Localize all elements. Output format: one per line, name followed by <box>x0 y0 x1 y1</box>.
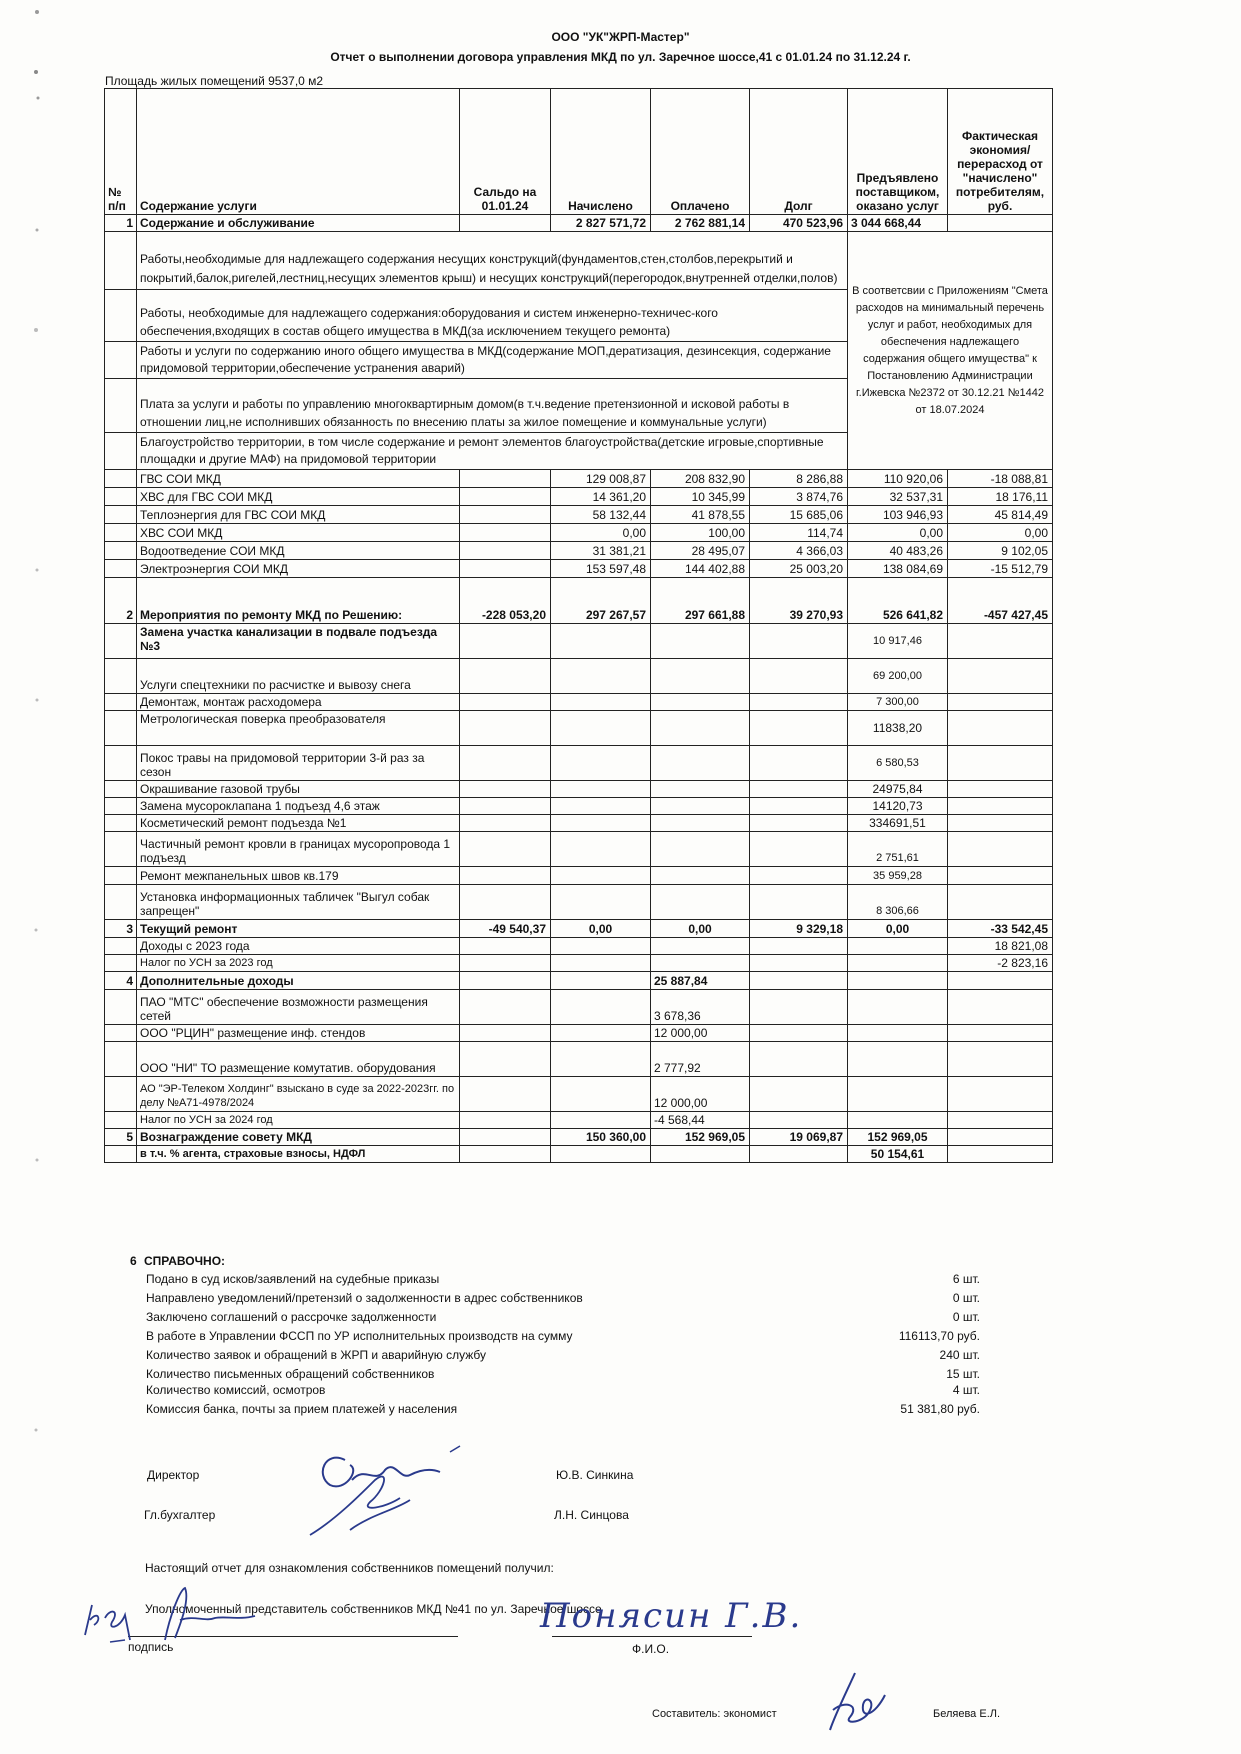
economy-value: -457 427,45 <box>948 578 1053 624</box>
income-item <box>105 1025 1053 1042</box>
income-name: ООО "РЦИН" размещение инф. стендов <box>137 1025 460 1042</box>
utility-presented: 110 920,06 <box>848 470 948 488</box>
utility-name: Водоотведение СОИ МКД <box>137 542 460 560</box>
reference-label: Количество комиссий, осмотров <box>146 1383 326 1397</box>
income-item <box>105 1077 1053 1112</box>
reference-label: Комиссия банка, почты за прием платежей у населения <box>146 1402 458 1416</box>
utility-charged: 14 361,20 <box>551 488 651 506</box>
compiler-name: Беляева Е.Л. <box>933 1708 1001 1720</box>
utility-economy: 18 176,11 <box>948 488 1053 506</box>
paid-value: 0,00 <box>651 920 750 938</box>
tax-label: Налог по УСН за 2023 год <box>137 955 460 972</box>
utility-presented: 0,00 <box>848 524 948 542</box>
utility-paid: 208 832,90 <box>651 470 750 488</box>
utility-paid: 10 345,99 <box>651 488 750 506</box>
section-num: 1 <box>105 215 137 232</box>
utility-debt: 4 366,03 <box>750 542 848 560</box>
income-paid: 3 678,36 <box>651 990 750 1025</box>
repair-item <box>105 659 1053 694</box>
fio-caption: Ф.И.О. <box>632 1642 670 1656</box>
utility-row <box>105 524 1053 542</box>
reference-value: 116113,70 руб. <box>898 1329 980 1343</box>
repair-value: 6 580,53 <box>848 746 948 781</box>
economy-value: -33 542,45 <box>948 920 1053 938</box>
reference-label: Подано в суд исков/заявлений на судебные приказы <box>146 1272 440 1286</box>
utility-row <box>105 488 1053 506</box>
received-text: Настоящий отчет для ознакомления собственников помещений получил: <box>145 1561 554 1575</box>
reference-row <box>100 1291 980 1310</box>
income-name: ООО "НИ" ТО размещение комутатив. оборудования <box>137 1042 460 1077</box>
section-title: Вознаграждение совету МКД <box>137 1129 460 1146</box>
agent-fee-value: 50 154,61 <box>848 1146 948 1163</box>
reference-num: 6 <box>130 1254 137 1268</box>
repair-item <box>105 832 1053 867</box>
utility-charged: 31 381,21 <box>551 542 651 560</box>
paid-value: 2 762 881,14 <box>651 215 750 232</box>
reference-value: 4 шт. <box>952 1383 980 1397</box>
reference-value: 240 шт. <box>939 1348 980 1362</box>
repair-item <box>105 624 1053 659</box>
tax-value: -2 823,16 <box>948 955 1053 972</box>
utility-economy: 45 814,49 <box>948 506 1053 524</box>
income-paid: 2 777,92 <box>651 1042 750 1077</box>
repair-name: Частичный ремонт кровли в границах мусоропровода 1 подъезд <box>137 832 460 867</box>
reference-title: СПРАВОЧНО: <box>144 1254 226 1268</box>
reference-label: В работе в Управлении ФССП по УР исполнительных производств на сумму <box>146 1329 573 1343</box>
repair-value: 11838,20 <box>848 711 948 746</box>
saldo-value: -49 540,37 <box>460 920 551 938</box>
income-paid: 12 000,00 <box>651 1077 750 1112</box>
org-name: ООО "УК"ЖРП-Мастер" <box>551 30 690 44</box>
section-num: 4 <box>105 972 137 990</box>
reference-value: 15 шт. <box>946 1367 980 1381</box>
paid-value: 297 661,88 <box>651 578 750 624</box>
utility-row <box>105 542 1053 560</box>
utility-paid: 28 495,07 <box>651 542 750 560</box>
reference-row <box>100 1329 980 1348</box>
repair-value: 10 917,46 <box>848 624 948 659</box>
repair-name: Замена участка канализации в подвале подъезда №3 <box>137 624 460 659</box>
agent-fee-label: в т.ч. % агента, страховые взносы, НДФЛ <box>137 1146 460 1163</box>
repair-name: Установка информационных табличек "Выгул собак запрещен" <box>137 885 460 920</box>
utility-presented: 32 537,31 <box>848 488 948 506</box>
representative-signature <box>80 1580 300 1660</box>
utility-row <box>105 470 1053 488</box>
utility-charged: 153 597,48 <box>551 560 651 578</box>
reference-value: 0 шт. <box>952 1310 980 1324</box>
reference-row <box>100 1402 980 1421</box>
income-paid: 12 000,00 <box>651 1025 750 1042</box>
utility-debt: 8 286,88 <box>750 470 848 488</box>
utility-economy: -18 088,81 <box>948 470 1053 488</box>
work-item: Работы, необходимые для надлежащего содержания:оборудования и систем инженерно-техничес-кого обеспечения,входящих в состав общего имущества в МКД(за исключением текущего ремонта) <box>137 290 848 342</box>
income-name: АО "ЭР-Телеком Холдинг" взыскано в суде за 2022-2023гг. по делу №А71-4978/2024 <box>137 1077 460 1112</box>
utility-presented: 138 084,69 <box>848 560 948 578</box>
presented-value: 0,00 <box>848 920 948 938</box>
repair-item <box>105 867 1053 885</box>
director-label: Директор <box>147 1468 200 1482</box>
col-saldo: Сальдо на 01.01.24 <box>460 89 551 215</box>
section-title: Мероприятия по ремонту МКД по Решению: <box>137 578 460 624</box>
utility-name: Электроэнергия СОИ МКД <box>137 560 460 578</box>
section-title: Текущий ремонт <box>137 920 460 938</box>
utility-economy: 9 102,05 <box>948 542 1053 560</box>
fio-line <box>552 1636 752 1637</box>
col-debt: Долг <box>750 89 848 215</box>
utility-name: ХВС СОИ МКД <box>137 524 460 542</box>
col-charged: Начислено <box>551 89 651 215</box>
income-name: Налог по УСН за 2024 год <box>137 1112 460 1129</box>
repair-item <box>105 815 1053 832</box>
repair-value: 35 959,28 <box>848 867 948 885</box>
reference-label: Количество письменных обращений собственников <box>146 1367 435 1381</box>
utility-charged: 0,00 <box>551 524 651 542</box>
reference-label: Количество заявок и обращений в ЖРП и аварийную службу <box>146 1348 486 1362</box>
charged-value: 150 360,00 <box>551 1129 651 1146</box>
presented-value: 152 969,05 <box>848 1129 948 1146</box>
debt-value: 9 329,18 <box>750 920 848 938</box>
repair-item <box>105 746 1053 781</box>
section-5-row <box>105 1129 1053 1146</box>
section-title: Содержание и обслуживание <box>137 215 460 232</box>
paid-value: 152 969,05 <box>651 1129 750 1146</box>
income-item <box>105 1042 1053 1077</box>
report-table <box>104 88 1053 1163</box>
compiler-signature <box>815 1665 895 1740</box>
reference-row <box>100 1272 980 1291</box>
repair-value: 7 300,00 <box>848 694 948 711</box>
repair-name: Косметический ремонт подъезда №1 <box>137 815 460 832</box>
saldo-value: -228 053,20 <box>460 578 551 624</box>
work-item: Плата за услуги и работы по управлению многоквартирным домом(в т.ч.ведение претензионной и исковой работы в отношении лиц,не исполнивших обязанность по внесению платы за жилое помещение и коммунальные услуги) <box>137 379 848 433</box>
repair-name: Ремонт межпанельных швов кв.179 <box>137 867 460 885</box>
reference-row <box>100 1310 980 1329</box>
col-content: Содержание услуги <box>137 89 460 215</box>
income-value: 18 821,08 <box>948 938 1053 955</box>
utility-name: Теплоэнергия для ГВС СОИ МКД <box>137 506 460 524</box>
representative-text: Уполномоченный представитель собственников МКД №41 по ул. Заречное шоссе <box>145 1602 602 1616</box>
utility-paid: 144 402,88 <box>651 560 750 578</box>
utility-presented: 103 946,93 <box>848 506 948 524</box>
debt-value: 470 523,96 <box>750 215 848 232</box>
utility-debt: 114,74 <box>750 524 848 542</box>
repair-item <box>105 885 1053 920</box>
utility-presented: 40 483,26 <box>848 542 948 560</box>
regulation-note: В соответсвии с Приложениям "Смета расходов на минимальный перечень услуг и работ, необходимых для обеспечения надлежащего содержания общего имущества" к Постановлению Администрации г.Ижевска №2372 от 30.12.21 №1442 от 18.07.2024 <box>848 232 1053 470</box>
reference-label: Заключено соглашений о рассрочке задолженности <box>146 1310 437 1324</box>
utility-debt: 25 003,20 <box>750 560 848 578</box>
work-item: Работы,необходимые для надлежащего содержания несущих конструкций(фундаментов,стен,столбов,перекрытий и покрытий,балок,ригелей,лестниц,несущих элементов крыш) и несущих конструкций(перегородок,внутренней отделки,полов) <box>137 232 848 290</box>
section-title: Дополнительные доходы <box>137 972 460 990</box>
repair-name: Окрашивание газовой трубы <box>137 781 460 798</box>
utility-name: ХВС для ГВС СОИ МКД <box>137 488 460 506</box>
repair-value: 69 200,00 <box>848 659 948 694</box>
repair-item <box>105 798 1053 815</box>
col-economy: Фактическая экономия/перерасход от "начислено" потребителям, руб. <box>948 89 1053 215</box>
income-item <box>105 1112 1053 1129</box>
table-header <box>105 89 1053 215</box>
reference-row <box>100 1367 980 1383</box>
report-title: Отчет о выполнении договора управления МКД по ул. Заречное шоссе,41 с 01.01.24 по 31.12.24 г. <box>330 50 911 64</box>
reference-value: 51 381,80 руб. <box>900 1402 980 1416</box>
charged-value: 2 827 571,72 <box>551 215 651 232</box>
compiler-label: Составитель: экономист <box>652 1708 777 1720</box>
repair-name: Услуги спецтехники по расчистке и вывозу снега <box>137 659 460 694</box>
presented-value: 3 044 668,44 <box>848 215 948 232</box>
utility-row <box>105 506 1053 524</box>
section-2-row <box>105 578 1053 624</box>
charged-value: 297 267,57 <box>551 578 651 624</box>
reference-section <box>100 1254 980 1421</box>
income-name: ПАО "МТС" обеспечение возможности размещения сетей <box>137 990 460 1025</box>
utility-debt: 3 874,76 <box>750 488 848 506</box>
repair-name: Демонтаж, монтаж расходомера <box>137 694 460 711</box>
work-item: Благоустройство территории, в том числе содержание и ремонт элементов благоустройства(детские игровые,спортивные площадки и другие МАФ) на придомовой территории <box>137 433 848 470</box>
repair-item <box>105 711 1053 746</box>
repair-name: Метрологическая поверка преобразователя <box>137 711 460 746</box>
scan-margin-marks <box>30 0 44 1754</box>
section-1-row <box>105 215 1053 232</box>
presented-value: 526 641,82 <box>848 578 948 624</box>
repair-item <box>105 694 1053 711</box>
repair-value: 334691,51 <box>848 815 948 832</box>
accountant-label: Гл.бухгалтер <box>144 1508 216 1522</box>
repair-name: Покос травы на придомовой территории 3-й раз за сезон <box>137 746 460 781</box>
utility-economy: -15 512,79 <box>948 560 1053 578</box>
utility-name: ГВС СОИ МКД <box>137 470 460 488</box>
income-item <box>105 990 1053 1025</box>
reference-row <box>100 1383 980 1402</box>
repair-item <box>105 781 1053 798</box>
repair-value: 8 306,66 <box>848 885 948 920</box>
debt-value: 39 270,93 <box>750 578 848 624</box>
repair-value: 2 751,61 <box>848 832 948 867</box>
reference-label: Направлено уведомлений/претензий о задолженности в адрес собственников <box>146 1291 583 1305</box>
paid-value: 25 887,84 <box>651 972 750 990</box>
signature-caption: подпись <box>128 1640 174 1654</box>
living-area: Площадь жилых помещений 9537,0 м2 <box>105 74 324 88</box>
repair-value: 24975,84 <box>848 781 948 798</box>
utility-paid: 100,00 <box>651 524 750 542</box>
utility-charged: 58 132,44 <box>551 506 651 524</box>
charged-value: 0,00 <box>551 920 651 938</box>
section-num: 3 <box>105 920 137 938</box>
repair-name: Замена мусороклапана 1 подъезд 4,6 этаж <box>137 798 460 815</box>
utility-economy: 0,00 <box>948 524 1053 542</box>
reference-value: 6 шт. <box>952 1272 980 1286</box>
utility-charged: 129 008,87 <box>551 470 651 488</box>
work-item: Работы и услуги по содержанию иного общего имущества в МКД(содержание МОП,дератизация, дезинсекция, содержание придомовой территории,обеспечение устранения аварий) <box>137 342 848 379</box>
utility-debt: 15 685,06 <box>750 506 848 524</box>
repair-value: 14120,73 <box>848 798 948 815</box>
reference-row <box>100 1348 980 1367</box>
accountant-name: Л.Н. Синцова <box>554 1508 629 1522</box>
section-3-row <box>105 920 1053 938</box>
income-paid: -4 568,44 <box>651 1112 750 1129</box>
director-signature <box>290 1440 490 1550</box>
col-num: № п/п <box>105 89 137 215</box>
reference-value: 0 шт. <box>952 1291 980 1305</box>
income-label: Доходы с 2023 года <box>137 938 460 955</box>
report-title-block <box>0 30 1241 64</box>
section-num: 5 <box>105 1129 137 1146</box>
utility-paid: 41 878,55 <box>651 506 750 524</box>
col-presented: Предъявлено поставщиком, оказано услуг <box>848 89 948 215</box>
utility-row <box>105 560 1053 578</box>
section-4-row <box>105 972 1053 990</box>
director-name: Ю.В. Синкина <box>556 1468 634 1482</box>
col-paid: Оплачено <box>651 89 750 215</box>
section-num: 2 <box>105 578 137 624</box>
debt-value: 19 069,87 <box>750 1129 848 1146</box>
handwritten-representative-name: Понясин Г.В. <box>540 1596 803 1636</box>
